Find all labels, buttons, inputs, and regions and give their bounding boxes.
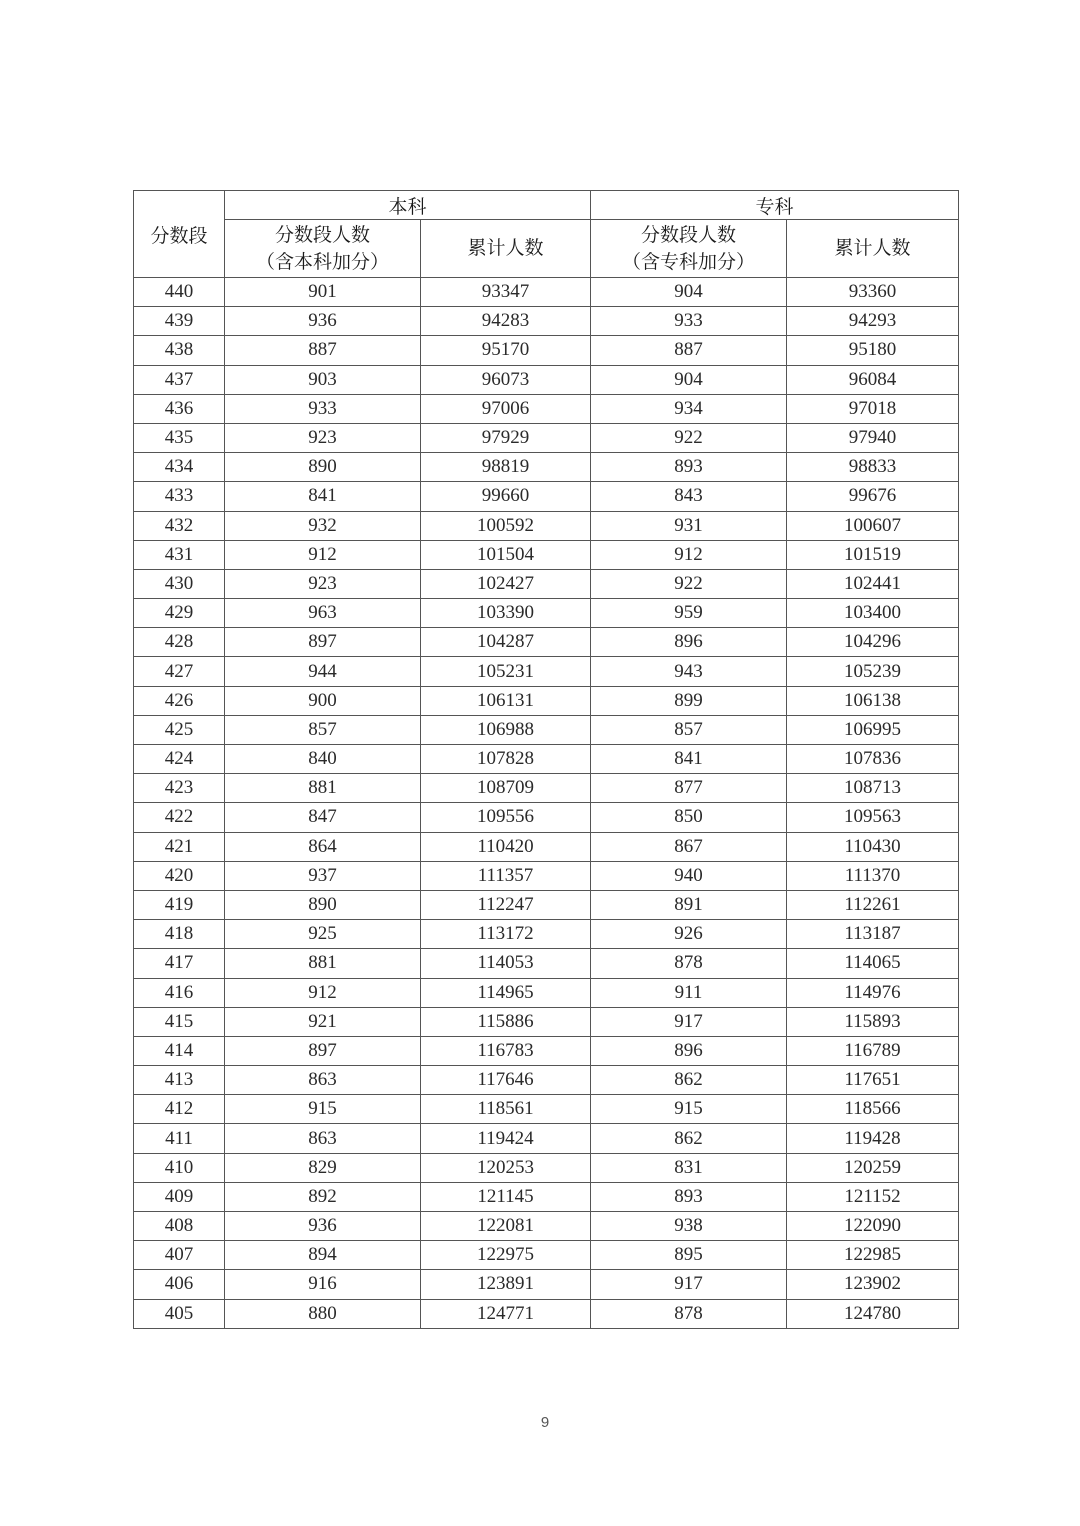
zhuanke-cumulative-cell: 112261 [787,890,959,919]
zhuanke-cumulative-cell: 99676 [787,482,959,511]
zhuanke-cumulative-cell: 122985 [787,1241,959,1270]
zhuanke-count-cell: 841 [591,745,787,774]
zhuanke-cumulative-cell: 105239 [787,657,959,686]
zhuanke-cumulative-cell: 108713 [787,774,959,803]
score-cell: 411 [134,1124,225,1153]
benke-count-cell: 903 [225,365,421,394]
zhuanke-cumulative-cell: 101519 [787,540,959,569]
benke-cumulative-cell: 117646 [421,1066,591,1095]
benke-count-cell: 880 [225,1299,421,1328]
benke-count-cell: 900 [225,686,421,715]
zhuanke-cumulative-cell: 111370 [787,861,959,890]
zhuanke-cumulative-cell: 106995 [787,715,959,744]
benke-cumulative-cell: 119424 [421,1124,591,1153]
table-row [134,978,959,1007]
score-cell: 439 [134,307,225,336]
table-row [134,774,959,803]
zhuanke-count-cell: 911 [591,978,787,1007]
benke-count-cell: 841 [225,482,421,511]
benke-cumulative-cell: 100592 [421,511,591,540]
table-row [134,949,959,978]
benke-count-header-line1: 分数段人数 [274,223,370,246]
zhuanke-count-cell: 943 [591,657,787,686]
zhuanke-cumulative-cell: 114065 [787,949,959,978]
benke-count-cell: 912 [225,978,421,1007]
table-row [134,1124,959,1153]
table-row [134,890,959,919]
benke-count-cell: 863 [225,1066,421,1095]
benke-cumulative-cell: 116783 [421,1036,591,1065]
benke-cumulative-cell: 106131 [421,686,591,715]
zhuanke-count-cell: 831 [591,1153,787,1182]
benke-cumulative-cell: 99660 [421,482,591,511]
zhuanke-cumulative-cell: 103400 [787,599,959,628]
zhuanke-cumulative-cell: 98833 [787,453,959,482]
zhuanke-count-cell: 926 [591,920,787,949]
table-row [134,745,959,774]
table-row [134,1036,959,1065]
benke-cumulative-cell: 114053 [421,949,591,978]
benke-count-cell: 963 [225,599,421,628]
table-row [134,657,959,686]
benke-cumulative-cell: 108709 [421,774,591,803]
score-cell: 407 [134,1241,225,1270]
benke-count-cell: 925 [225,920,421,949]
benke-cumulative-cell: 94283 [421,307,591,336]
zhuanke-cumulative-cell: 96084 [787,365,959,394]
benke-count-cell: 881 [225,774,421,803]
benke-count-cell: 892 [225,1182,421,1211]
zhuanke-count-cell: 893 [591,453,787,482]
benke-count-cell: 840 [225,745,421,774]
score-cell: 432 [134,511,225,540]
score-cell: 435 [134,423,225,452]
zhuanke-count-cell: 917 [591,1007,787,1036]
table-row [134,1007,959,1036]
zhuanke-count-cell: 904 [591,365,787,394]
benke-count-cell: 944 [225,657,421,686]
zhuanke-count-cell: 891 [591,890,787,919]
zhuanke-count-cell: 912 [591,540,787,569]
benke-group-header: 本科 [225,191,591,220]
zhuanke-cumulative-cell: 97018 [787,394,959,423]
benke-cumulative-cell: 122975 [421,1241,591,1270]
score-cell: 440 [134,278,225,307]
benke-cumulative-cell: 96073 [421,365,591,394]
zhuanke-count-cell: 899 [591,686,787,715]
benke-cumulative-cell: 115886 [421,1007,591,1036]
benke-count-cell: 923 [225,423,421,452]
benke-cumulative-cell: 110420 [421,832,591,861]
score-cell: 438 [134,336,225,365]
benke-cumulative-header: 累计人数 [421,220,591,278]
score-cell: 429 [134,599,225,628]
table-row [134,511,959,540]
benke-count-cell: 887 [225,336,421,365]
score-distribution-table [133,190,959,1329]
benke-count-header [225,220,421,278]
zhuanke-cumulative-cell: 95180 [787,336,959,365]
benke-cumulative-cell: 114965 [421,978,591,1007]
table-header [134,191,959,278]
benke-cumulative-cell: 123891 [421,1270,591,1299]
zhuanke-cumulative-cell: 123902 [787,1270,959,1299]
table-row [134,628,959,657]
zhuanke-cumulative-cell: 121152 [787,1182,959,1211]
table-row [134,1241,959,1270]
zhuanke-count-cell: 940 [591,861,787,890]
zhuanke-count-cell: 843 [591,482,787,511]
benke-cumulative-cell: 113172 [421,920,591,949]
table-row [134,803,959,832]
table-body [134,278,959,1329]
zhuanke-cumulative-cell: 94293 [787,307,959,336]
zhuanke-count-cell: 931 [591,511,787,540]
benke-count-cell: 916 [225,1270,421,1299]
zhuanke-count-cell: 877 [591,774,787,803]
benke-count-cell: 894 [225,1241,421,1270]
score-cell: 437 [134,365,225,394]
zhuanke-count-cell: 857 [591,715,787,744]
table-row [134,861,959,890]
benke-cumulative-cell: 104287 [421,628,591,657]
benke-cumulative-cell: 97929 [421,423,591,452]
score-cell: 409 [134,1182,225,1211]
zhuanke-count-cell: 896 [591,628,787,657]
benke-cumulative-cell: 97006 [421,394,591,423]
table-row [134,1153,959,1182]
score-cell: 405 [134,1299,225,1328]
benke-cumulative-cell: 122081 [421,1212,591,1241]
table-row [134,336,959,365]
benke-cumulative-cell: 93347 [421,278,591,307]
zhuanke-count-cell: 933 [591,307,787,336]
table-row [134,832,959,861]
table-row [134,1182,959,1211]
score-cell: 424 [134,745,225,774]
zhuanke-cumulative-cell: 109563 [787,803,959,832]
zhuanke-group-header: 专科 [591,191,959,220]
score-cell: 416 [134,978,225,1007]
table-row [134,1066,959,1095]
benke-count-cell: 890 [225,890,421,919]
zhuanke-cumulative-cell: 102441 [787,569,959,598]
zhuanke-count-cell: 887 [591,336,787,365]
benke-cumulative-cell: 109556 [421,803,591,832]
table-row [134,599,959,628]
zhuanke-count-cell: 862 [591,1124,787,1153]
zhuanke-count-cell: 850 [591,803,787,832]
zhuanke-cumulative-cell: 120259 [787,1153,959,1182]
score-cell: 434 [134,453,225,482]
table-row [134,1299,959,1328]
zhuanke-count-cell: 922 [591,569,787,598]
table-row [134,1212,959,1241]
zhuanke-count-header-line1: 分数段人数 [641,223,737,246]
benke-count-cell: 857 [225,715,421,744]
score-cell: 418 [134,920,225,949]
score-cell: 422 [134,803,225,832]
score-cell: 414 [134,1036,225,1065]
score-cell: 419 [134,890,225,919]
page-number: 9 [540,1414,550,1431]
score-cell: 428 [134,628,225,657]
benke-count-cell: 864 [225,832,421,861]
score-cell: 413 [134,1066,225,1095]
score-cell: 423 [134,774,225,803]
benke-count-cell: 937 [225,861,421,890]
benke-cumulative-cell: 118561 [421,1095,591,1124]
score-cell: 430 [134,569,225,598]
benke-cumulative-cell: 95170 [421,336,591,365]
benke-cumulative-cell: 106988 [421,715,591,744]
zhuanke-cumulative-cell: 114976 [787,978,959,1007]
zhuanke-count-cell: 896 [591,1036,787,1065]
zhuanke-count-cell: 904 [591,278,787,307]
table-row [134,1095,959,1124]
zhuanke-cumulative-cell: 104296 [787,628,959,657]
score-cell: 410 [134,1153,225,1182]
score-cell: 431 [134,540,225,569]
score-cell: 415 [134,1007,225,1036]
table-row [134,453,959,482]
zhuanke-cumulative-header: 累计人数 [787,220,959,278]
zhuanke-cumulative-cell: 117651 [787,1066,959,1095]
zhuanke-count-cell: 878 [591,949,787,978]
table-row [134,715,959,744]
benke-cumulative-cell: 120253 [421,1153,591,1182]
zhuanke-count-cell: 917 [591,1270,787,1299]
benke-cumulative-cell: 105231 [421,657,591,686]
benke-count-header-line2: （含本科加分） [255,250,389,273]
benke-cumulative-cell: 98819 [421,453,591,482]
score-range-header: 分数段 [134,191,225,278]
score-cell: 417 [134,949,225,978]
benke-count-cell: 897 [225,628,421,657]
score-cell: 433 [134,482,225,511]
benke-cumulative-cell: 112247 [421,890,591,919]
table-row [134,307,959,336]
score-cell: 425 [134,715,225,744]
zhuanke-cumulative-cell: 113187 [787,920,959,949]
zhuanke-count-cell: 915 [591,1095,787,1124]
table-row [134,394,959,423]
zhuanke-cumulative-cell: 110430 [787,832,959,861]
benke-count-cell: 847 [225,803,421,832]
benke-count-cell: 936 [225,1212,421,1241]
score-cell: 408 [134,1212,225,1241]
score-cell: 427 [134,657,225,686]
zhuanke-cumulative-cell: 118566 [787,1095,959,1124]
zhuanke-count-cell: 938 [591,1212,787,1241]
score-cell: 436 [134,394,225,423]
zhuanke-cumulative-cell: 122090 [787,1212,959,1241]
benke-count-cell: 890 [225,453,421,482]
benke-cumulative-cell: 107828 [421,745,591,774]
zhuanke-cumulative-cell: 115893 [787,1007,959,1036]
benke-count-cell: 912 [225,540,421,569]
zhuanke-count-cell: 922 [591,423,787,452]
table-row [134,540,959,569]
zhuanke-count-header-line2: （含专科加分） [622,250,756,273]
benke-count-cell: 901 [225,278,421,307]
zhuanke-count-cell: 895 [591,1241,787,1270]
benke-cumulative-cell: 101504 [421,540,591,569]
benke-count-cell: 881 [225,949,421,978]
table-row [134,569,959,598]
table-row [134,1270,959,1299]
zhuanke-cumulative-cell: 97940 [787,423,959,452]
table-row [134,482,959,511]
table-row [134,278,959,307]
zhuanke-count-cell: 862 [591,1066,787,1095]
score-cell: 406 [134,1270,225,1299]
score-cell: 421 [134,832,225,861]
zhuanke-count-cell: 878 [591,1299,787,1328]
benke-count-cell: 829 [225,1153,421,1182]
table-row [134,920,959,949]
zhuanke-count-cell: 934 [591,394,787,423]
zhuanke-cumulative-cell: 116789 [787,1036,959,1065]
benke-count-cell: 921 [225,1007,421,1036]
score-cell: 412 [134,1095,225,1124]
table-row [134,365,959,394]
zhuanke-cumulative-cell: 93360 [787,278,959,307]
benke-count-cell: 933 [225,394,421,423]
table-row [134,423,959,452]
benke-cumulative-cell: 111357 [421,861,591,890]
zhuanke-count-header [591,220,787,278]
benke-cumulative-cell: 124771 [421,1299,591,1328]
zhuanke-cumulative-cell: 107836 [787,745,959,774]
zhuanke-count-cell: 959 [591,599,787,628]
benke-cumulative-cell: 102427 [421,569,591,598]
score-cell: 426 [134,686,225,715]
benke-count-cell: 897 [225,1036,421,1065]
benke-cumulative-cell: 103390 [421,599,591,628]
zhuanke-count-cell: 867 [591,832,787,861]
zhuanke-cumulative-cell: 106138 [787,686,959,715]
zhuanke-cumulative-cell: 124780 [787,1299,959,1328]
benke-count-cell: 932 [225,511,421,540]
benke-count-cell: 923 [225,569,421,598]
zhuanke-count-cell: 893 [591,1182,787,1211]
benke-count-cell: 863 [225,1124,421,1153]
zhuanke-cumulative-cell: 100607 [787,511,959,540]
zhuanke-cumulative-cell: 119428 [787,1124,959,1153]
benke-count-cell: 915 [225,1095,421,1124]
benke-cumulative-cell: 121145 [421,1182,591,1211]
score-cell: 420 [134,861,225,890]
benke-count-cell: 936 [225,307,421,336]
table-row [134,686,959,715]
